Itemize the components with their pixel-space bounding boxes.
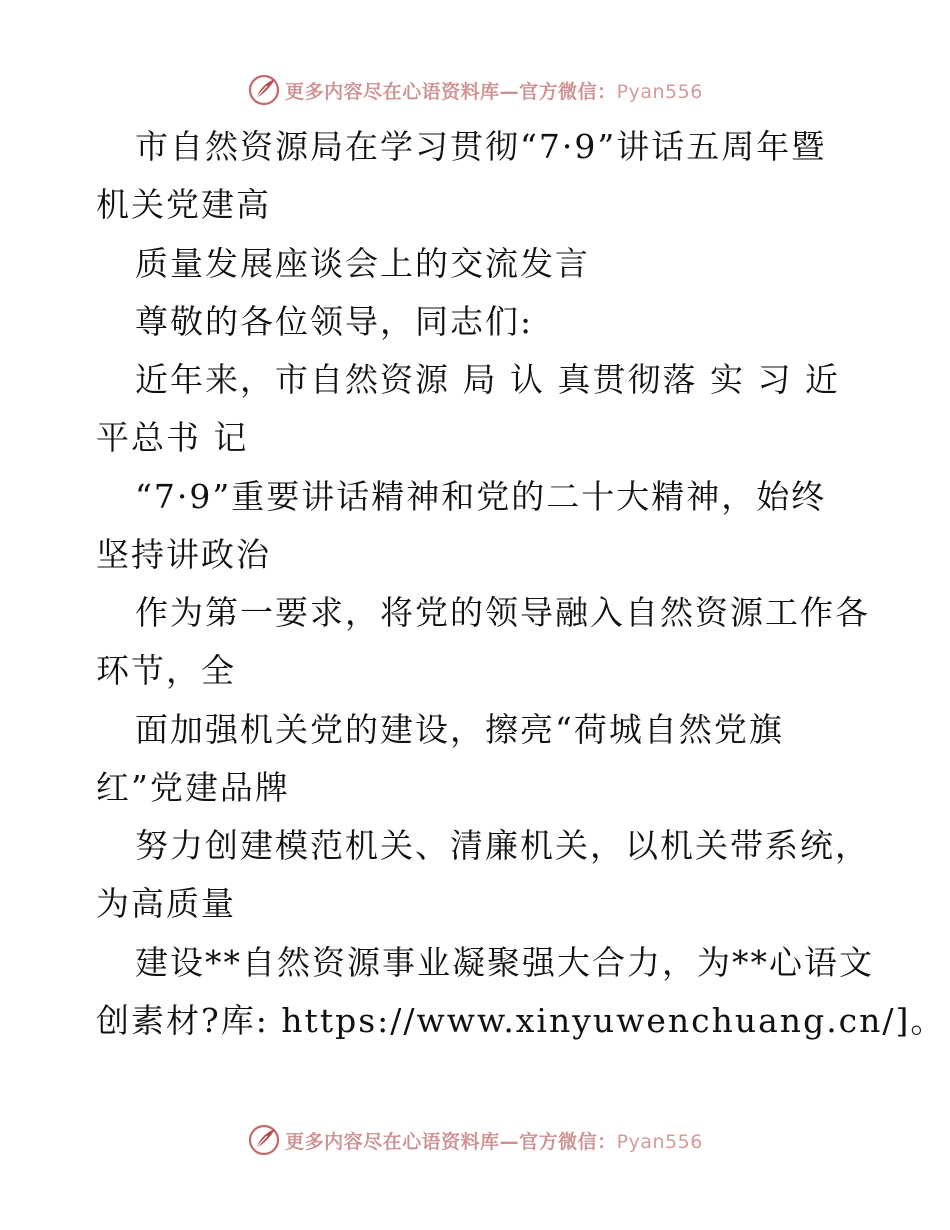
wechat-id: Pyan556 <box>616 80 703 103</box>
text-line: “7·9”重要讲话精神和党的二十大精神，始终 <box>135 477 827 516</box>
watermark-text: 更多内容尽在心语资料库—官方微信：Pyan556 <box>285 1130 703 1153</box>
text-line: 红”党建品牌 <box>96 768 290 807</box>
feather-pen-logo-icon <box>247 1123 281 1157</box>
text-line: 努力创建模范机关、清廉机关，以机关带系统， <box>135 826 870 865</box>
text-line: 质量发展座谈会上的交流发言 <box>135 244 590 283</box>
text-line: 面加强机关党的建设，擦亮“荷城自然党旗 <box>135 710 784 749</box>
text-line: 创素材?库: https://www.xinyuwenchuang.cn/]。 <box>96 1001 946 1040</box>
wechat-id: Pyan556 <box>616 1130 703 1153</box>
text-line: 环节，全 <box>96 651 236 690</box>
text-line: 尊敬的各位领导，同志们: <box>135 302 534 341</box>
text-line: 作为第一要求，将党的领导融入自然资源工作各 <box>135 593 870 632</box>
text-line: 近年来，市自然资源 局 认 真贯彻落 实 习 近 <box>135 360 840 399</box>
footer-watermark <box>0 1120 950 1160</box>
text-line: 建设**自然资源事业凝聚强大合力，为**心语文 <box>135 943 874 982</box>
header-watermark <box>0 70 950 110</box>
text-line: 坚持讲政治 <box>96 535 271 574</box>
feather-pen-logo-icon <box>247 73 281 107</box>
text-line: 平总书 记 <box>96 418 249 457</box>
watermark-text: 更多内容尽在心语资料库—官方微信：Pyan556 <box>285 80 703 103</box>
text-line: 机关党建高 <box>96 185 271 224</box>
text-line: 市自然资源局在学习贯彻“7·9”讲话五周年暨 <box>135 127 827 166</box>
text-line: 为高质量 <box>96 884 236 923</box>
